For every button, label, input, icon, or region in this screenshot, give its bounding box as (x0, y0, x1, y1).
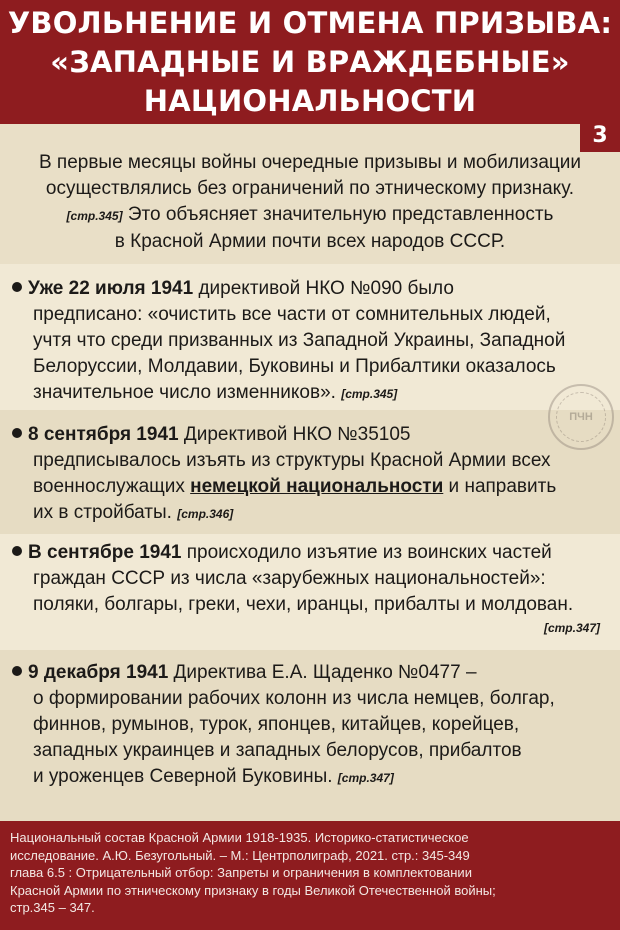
fact-text: директивой НКО №090 было (193, 278, 454, 299)
bullet-icon (12, 666, 22, 676)
page-title (0, 0, 620, 121)
fact-block-december (0, 650, 620, 821)
fact-text: и направить (443, 476, 557, 497)
page-reference: [стр.347] (543, 621, 600, 635)
intro-paragraph (10, 150, 610, 255)
intro-line: Это объясняет значительную представленность (122, 204, 554, 225)
fact-block-september (0, 534, 620, 650)
intro-line: в Красной Армии почти всех народов СССР. (114, 231, 506, 252)
fact-text: финнов, румынов, турок, японцев, китайцев, корейцев, (33, 714, 520, 735)
fact-text: значительное число изменников». (33, 382, 342, 403)
fact-text: предписывалось изъять из структуры Красной Армии всех (33, 450, 551, 471)
page-reference: [стр.345] (341, 387, 398, 401)
fact-text: о формировании рабочих колонн из числа немцев, болгар, (33, 688, 555, 709)
fact-date: 9 декабря 1941 (28, 662, 169, 683)
intro-line: осуществлялись без ограничений по этническому признаку. (45, 178, 575, 199)
bullet-icon (12, 546, 22, 556)
fact-text: западных украинцев и западных белорусов, прибалтов (33, 740, 522, 761)
fact-text: Директивой НКО №35105 (178, 424, 411, 445)
footer-line: Национальный состав Красной Армии 1918-1935. Историко-статистическое (10, 830, 469, 845)
page-reference: [стр.346] (177, 507, 234, 521)
fact-date: В сентябре 1941 (28, 542, 182, 563)
fact-block-september-8 (0, 410, 620, 534)
highlight-german-nationality: немецкой национальности (190, 476, 444, 497)
fact-block-july (0, 264, 620, 410)
title-line: «ЗАПАДНЫЕ И ВРАЖДЕБНЫЕ» (50, 45, 570, 79)
fact-date: 8 сентября 1941 (28, 424, 179, 445)
watermark-stamp: ПЧН (548, 384, 614, 450)
intro-line: В первые месяцы войны очередные призывы и мобилизации (38, 152, 582, 173)
fact-text: их в стройбаты. (33, 502, 178, 523)
source-footer (0, 821, 620, 930)
fact-text: и уроженцев Северной Буковины. (33, 766, 338, 787)
fact-text: предписано: «очистить все части от сомнительных людей, (33, 304, 551, 325)
fact-text: военнослужащих (33, 476, 191, 497)
title-line: УВОЛЬНЕНИЕ И ОТМЕНА ПРИЗЫВА: (7, 6, 613, 40)
fact-text: поляки, болгары, греки, чехи, иранцы, прибалты и молдован. (33, 594, 574, 615)
fact-text: происходило изъятие из воинских частей (181, 542, 552, 563)
fact-text: граждан СССР из числа «зарубежных национальностей»: (33, 568, 546, 589)
fact-text: Директива Е.А. Щаденко №0477 – (168, 662, 477, 683)
footer-line: исследование. А.Ю. Безугольный. – М.: Центрполиграф, 2021. стр.: 345-349 (10, 847, 470, 863)
page-number-badge: 3 (580, 118, 620, 152)
bullet-icon (12, 282, 22, 292)
fact-text: учтя что среди призванных из Западной Украины, Западной (33, 330, 566, 351)
bullet-icon (12, 428, 22, 438)
page-reference: [стр.347] (337, 771, 394, 785)
footer-line: стр.345 – 347. (10, 900, 95, 915)
header-banner (0, 0, 620, 124)
title-line: НАЦИОНАЛЬНОСТИ (143, 84, 477, 118)
footer-line: Красной Армии по этническому признаку в годы Великой Отечественной войны; (10, 882, 496, 898)
page-reference: [стр.345] (66, 209, 123, 223)
fact-text: Белоруссии, Молдавии, Буковины и Прибалтики оказалось (33, 356, 556, 377)
footer-line: глава 6.5 : Отрицательный отбор: Запреты и ограничения в комплектовании (10, 865, 472, 880)
fact-date: Уже 22 июля 1941 (28, 278, 194, 299)
